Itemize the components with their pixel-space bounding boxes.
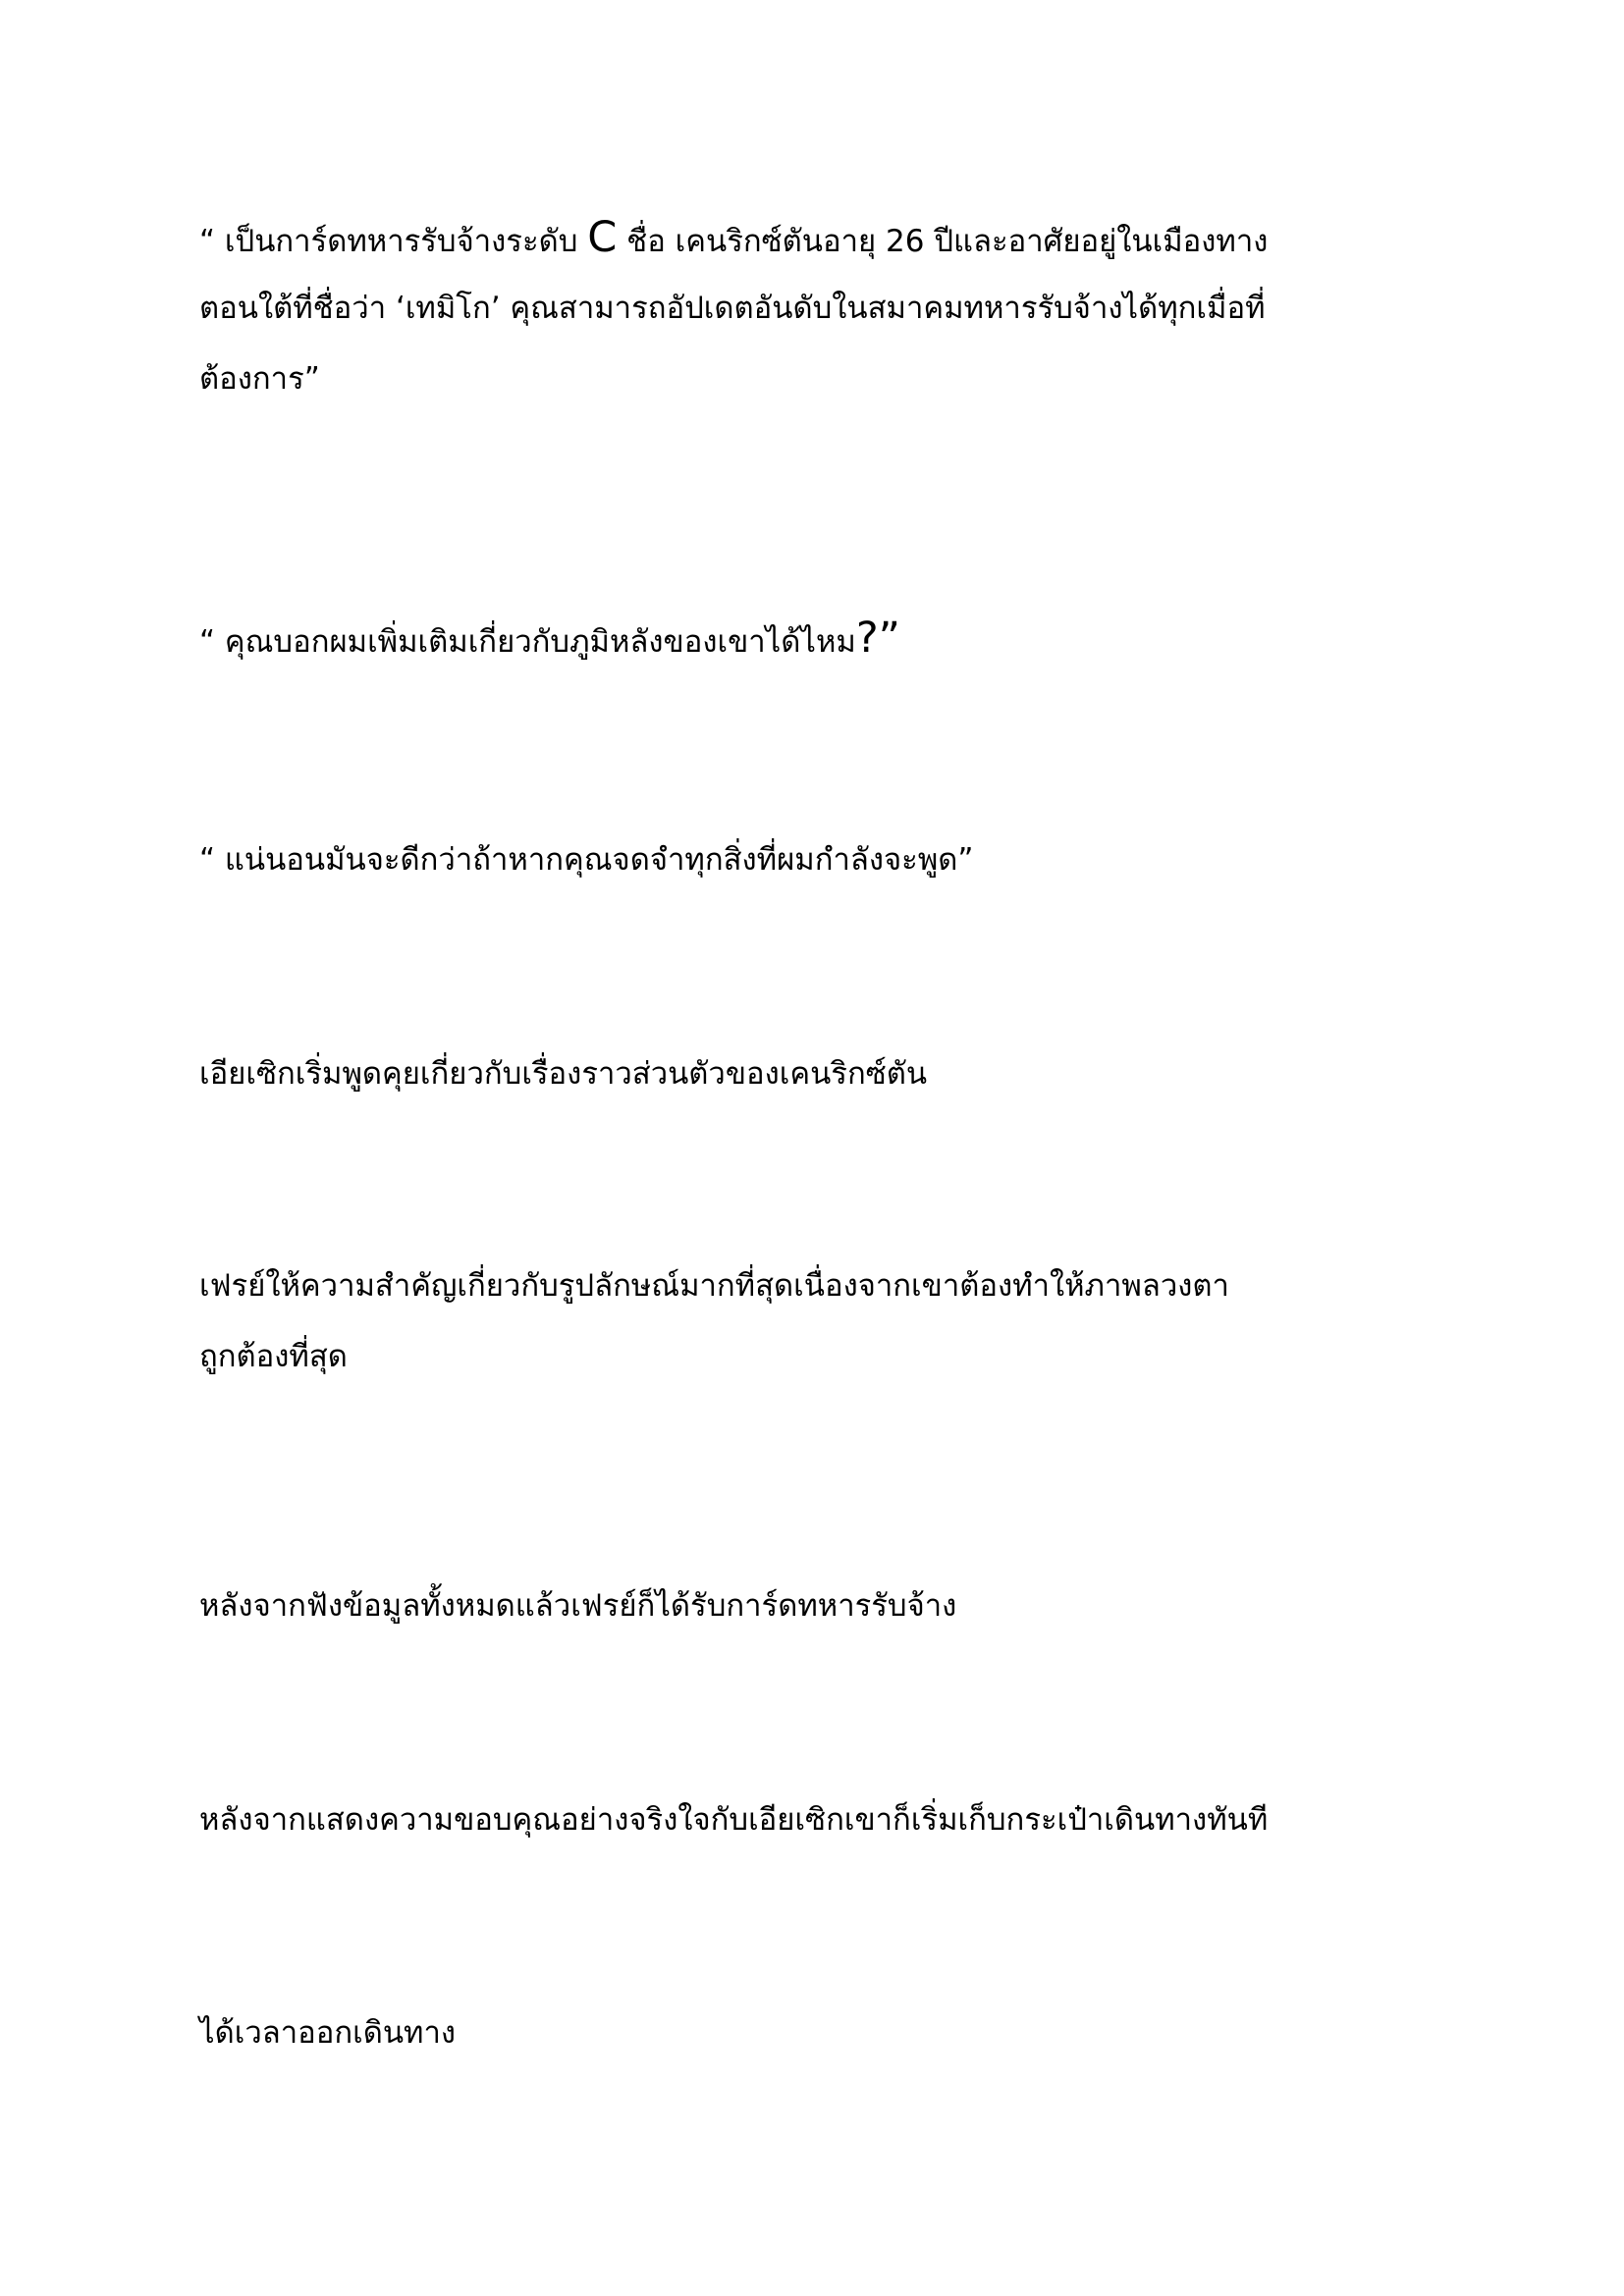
paragraph-received-card (199, 1571, 1436, 1641)
paragraph-text: ชื่อ เคนริกซ์ตันอายุ 26 ปีและอาศัยอยู่ในเมืองทาง (617, 224, 1269, 259)
paragraph-departure (199, 1998, 1436, 2068)
paragraph-line: ต้องการ” (199, 361, 320, 397)
paragraph-line: เอียเซิกเริ่มพูดคุยเกี่ยวกับเรื่องราวส่วนตัวของเคนริกซ์ตัน (199, 1056, 928, 1092)
paragraph-line: ได้เวลาออกเดินทาง (199, 2015, 457, 2051)
paragraph-line: หลังจากฟังข้อมูลทั้งหมดแล้วเฟรย์ก็ได้รับการ์ดทหารรับจ้าง (199, 1588, 957, 1624)
paragraph-remember-reply (199, 825, 1436, 895)
paragraph-text: “ เป็นการ์ดทหารรับจ้างระดับ (199, 224, 588, 259)
paragraph-line: หลังจากแสดงความขอบคุณอย่างจริงใจกับเอียเซิกเขาก็เริ่มเก็บกระเป๋าเดินทางทันที (199, 1802, 1269, 1838)
rank-letter: C (587, 213, 618, 262)
paragraph-line (199, 603, 1436, 673)
paragraph-appearance (199, 1251, 1436, 1392)
paragraph-packing (199, 1785, 1436, 1855)
paragraph-line: ตอนใต้ที่ชื่อว่า ‘เทมิโก’ คุณสามารถอัปเดตอันดับในสมาคมทหารรับจ้างได้ทุกเมื่อที่ (199, 291, 1266, 326)
paragraph-line: ถูกต้องที่สุด (199, 1339, 348, 1374)
paragraph-line: “ แน่นอนมันจะดีกว่าถ้าหากคุณจดจำทุกสิ่งที่ผมกำลังจะพูด” (199, 842, 974, 878)
paragraph-line (199, 202, 1436, 273)
paragraph-mercenary-card-intro (199, 202, 1436, 414)
paragraph-line: เฟรย์ให้ความสำคัญเกี่ยวกับรูปลักษณ์มากที่สุดเนื่องจากเขาต้องทำให้ภาพลวงตา (199, 1268, 1229, 1304)
paragraph-background-question (199, 603, 1436, 673)
paragraph-personal-story (199, 1039, 1436, 1109)
paragraph-text: “ คุณบอกผมเพิ่มเติมเกี่ยวกับภูมิหลังของเขาได้ไหม (199, 624, 856, 660)
question-mark: ?” (855, 614, 900, 663)
